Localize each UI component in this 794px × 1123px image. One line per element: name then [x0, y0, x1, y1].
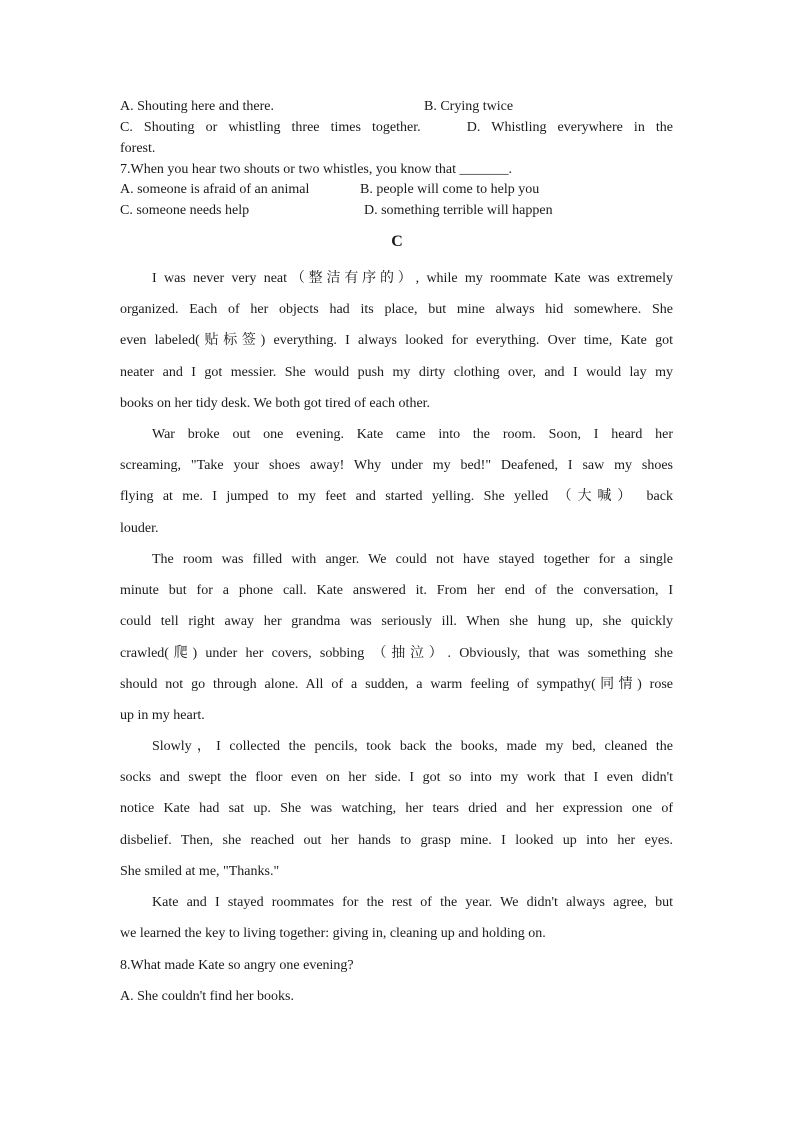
passage-paragraph-2 — [120, 425, 673, 550]
passage-line: organized. Each of her objects had its place, but mine always hid somewhere. She — [120, 302, 673, 318]
passage-line: could tell right away her grandma was seriously ill. When she hung up, she quickly — [120, 614, 673, 630]
q6-option-d-cont: forest. — [120, 141, 156, 156]
q7-option-a: A. someone is afraid of an animal — [120, 182, 310, 197]
passage-paragraph-1 — [120, 269, 673, 425]
passage-line: should not go through alone. All of a sudden, a warm feeling of sympathy(同情) rose — [120, 676, 673, 692]
passage-line: flying at me. I jumped to my feet and started yelling. She yelled （大喊） back — [120, 489, 673, 505]
passage-paragraph-4 — [120, 737, 673, 893]
passage-line: screaming, "Take your shoes away! Why under my bed!" Deafened, I saw my shoes — [120, 458, 673, 474]
q7-stem: 7.When you hear two shouts or two whistles, you know that _______. — [120, 162, 512, 177]
passage-line: louder. — [120, 520, 159, 536]
q6-option-a: A. Shouting here and there. — [120, 99, 274, 114]
q6-option-d: D. Whistling everywhere in the — [466, 120, 674, 135]
passage-paragraph-5 — [120, 893, 673, 955]
passage-line: I was never very neat（整洁有序的）, while my roommate Kate was extremely — [152, 271, 673, 286]
q8-option-a: A. She couldn't find her books. — [120, 989, 295, 1004]
passage-line: up in my heart. — [120, 707, 205, 723]
passage-line: socks and swept the floor even on her side. I got so into my work that I even didn't — [120, 770, 673, 786]
passage-line: She smiled at me, "Thanks." — [120, 863, 280, 879]
passage-line: The room was filled with anger. We could not have stayed together for a single — [152, 552, 673, 567]
passage-line: books on her tidy desk. We both got tired of each other. — [120, 395, 431, 411]
passage-line: War broke out one evening. Kate came into the room. Soon, I heard her — [152, 427, 673, 442]
passage-line: even labeled(贴标签) everything. I always looked for everything. Over time, Kate got — [120, 333, 673, 349]
q6-options-cd — [120, 118, 673, 138]
passage-line: Slowly，I collected the pencils, took back the books, made my bed, cleaned the — [152, 739, 673, 754]
q7-option-c: C. someone needs help — [120, 203, 250, 218]
section-title: C — [391, 233, 403, 250]
q7-option-b: B. people will come to help you — [360, 182, 540, 197]
passage-line: we learned the key to living together: giving in, cleaning up and holding on. — [120, 926, 546, 942]
passage-line: disbelief. Then, she reached out her hands to grasp mine. I looked up into her eyes. — [120, 832, 673, 848]
passage-paragraph-3 — [120, 550, 673, 737]
q6-option-b: B. Crying twice — [424, 99, 514, 114]
q7-option-d: D. something terrible will happen — [364, 203, 553, 218]
passage-line: minute but for a phone call. Kate answered it. From her end of the conversation, I — [120, 583, 673, 599]
q6-option-c: C. Shouting or whistling three times together. — [120, 120, 421, 135]
passage-line: neater and I got messier. She would push my dirty clothing over, and I would lay my — [120, 364, 673, 380]
q8-stem: 8.What made Kate so angry one evening? — [120, 958, 354, 973]
passage-line: notice Kate had sat up. She was watching, her tears dried and her expression one of — [120, 801, 673, 817]
passage-line: Kate and I stayed roommates for the rest of the year. We didn't always agree, but — [152, 895, 673, 910]
passage-line: crawled(爬) under her covers, sobbing （抽泣）. Obviously, that was something she — [120, 645, 673, 661]
